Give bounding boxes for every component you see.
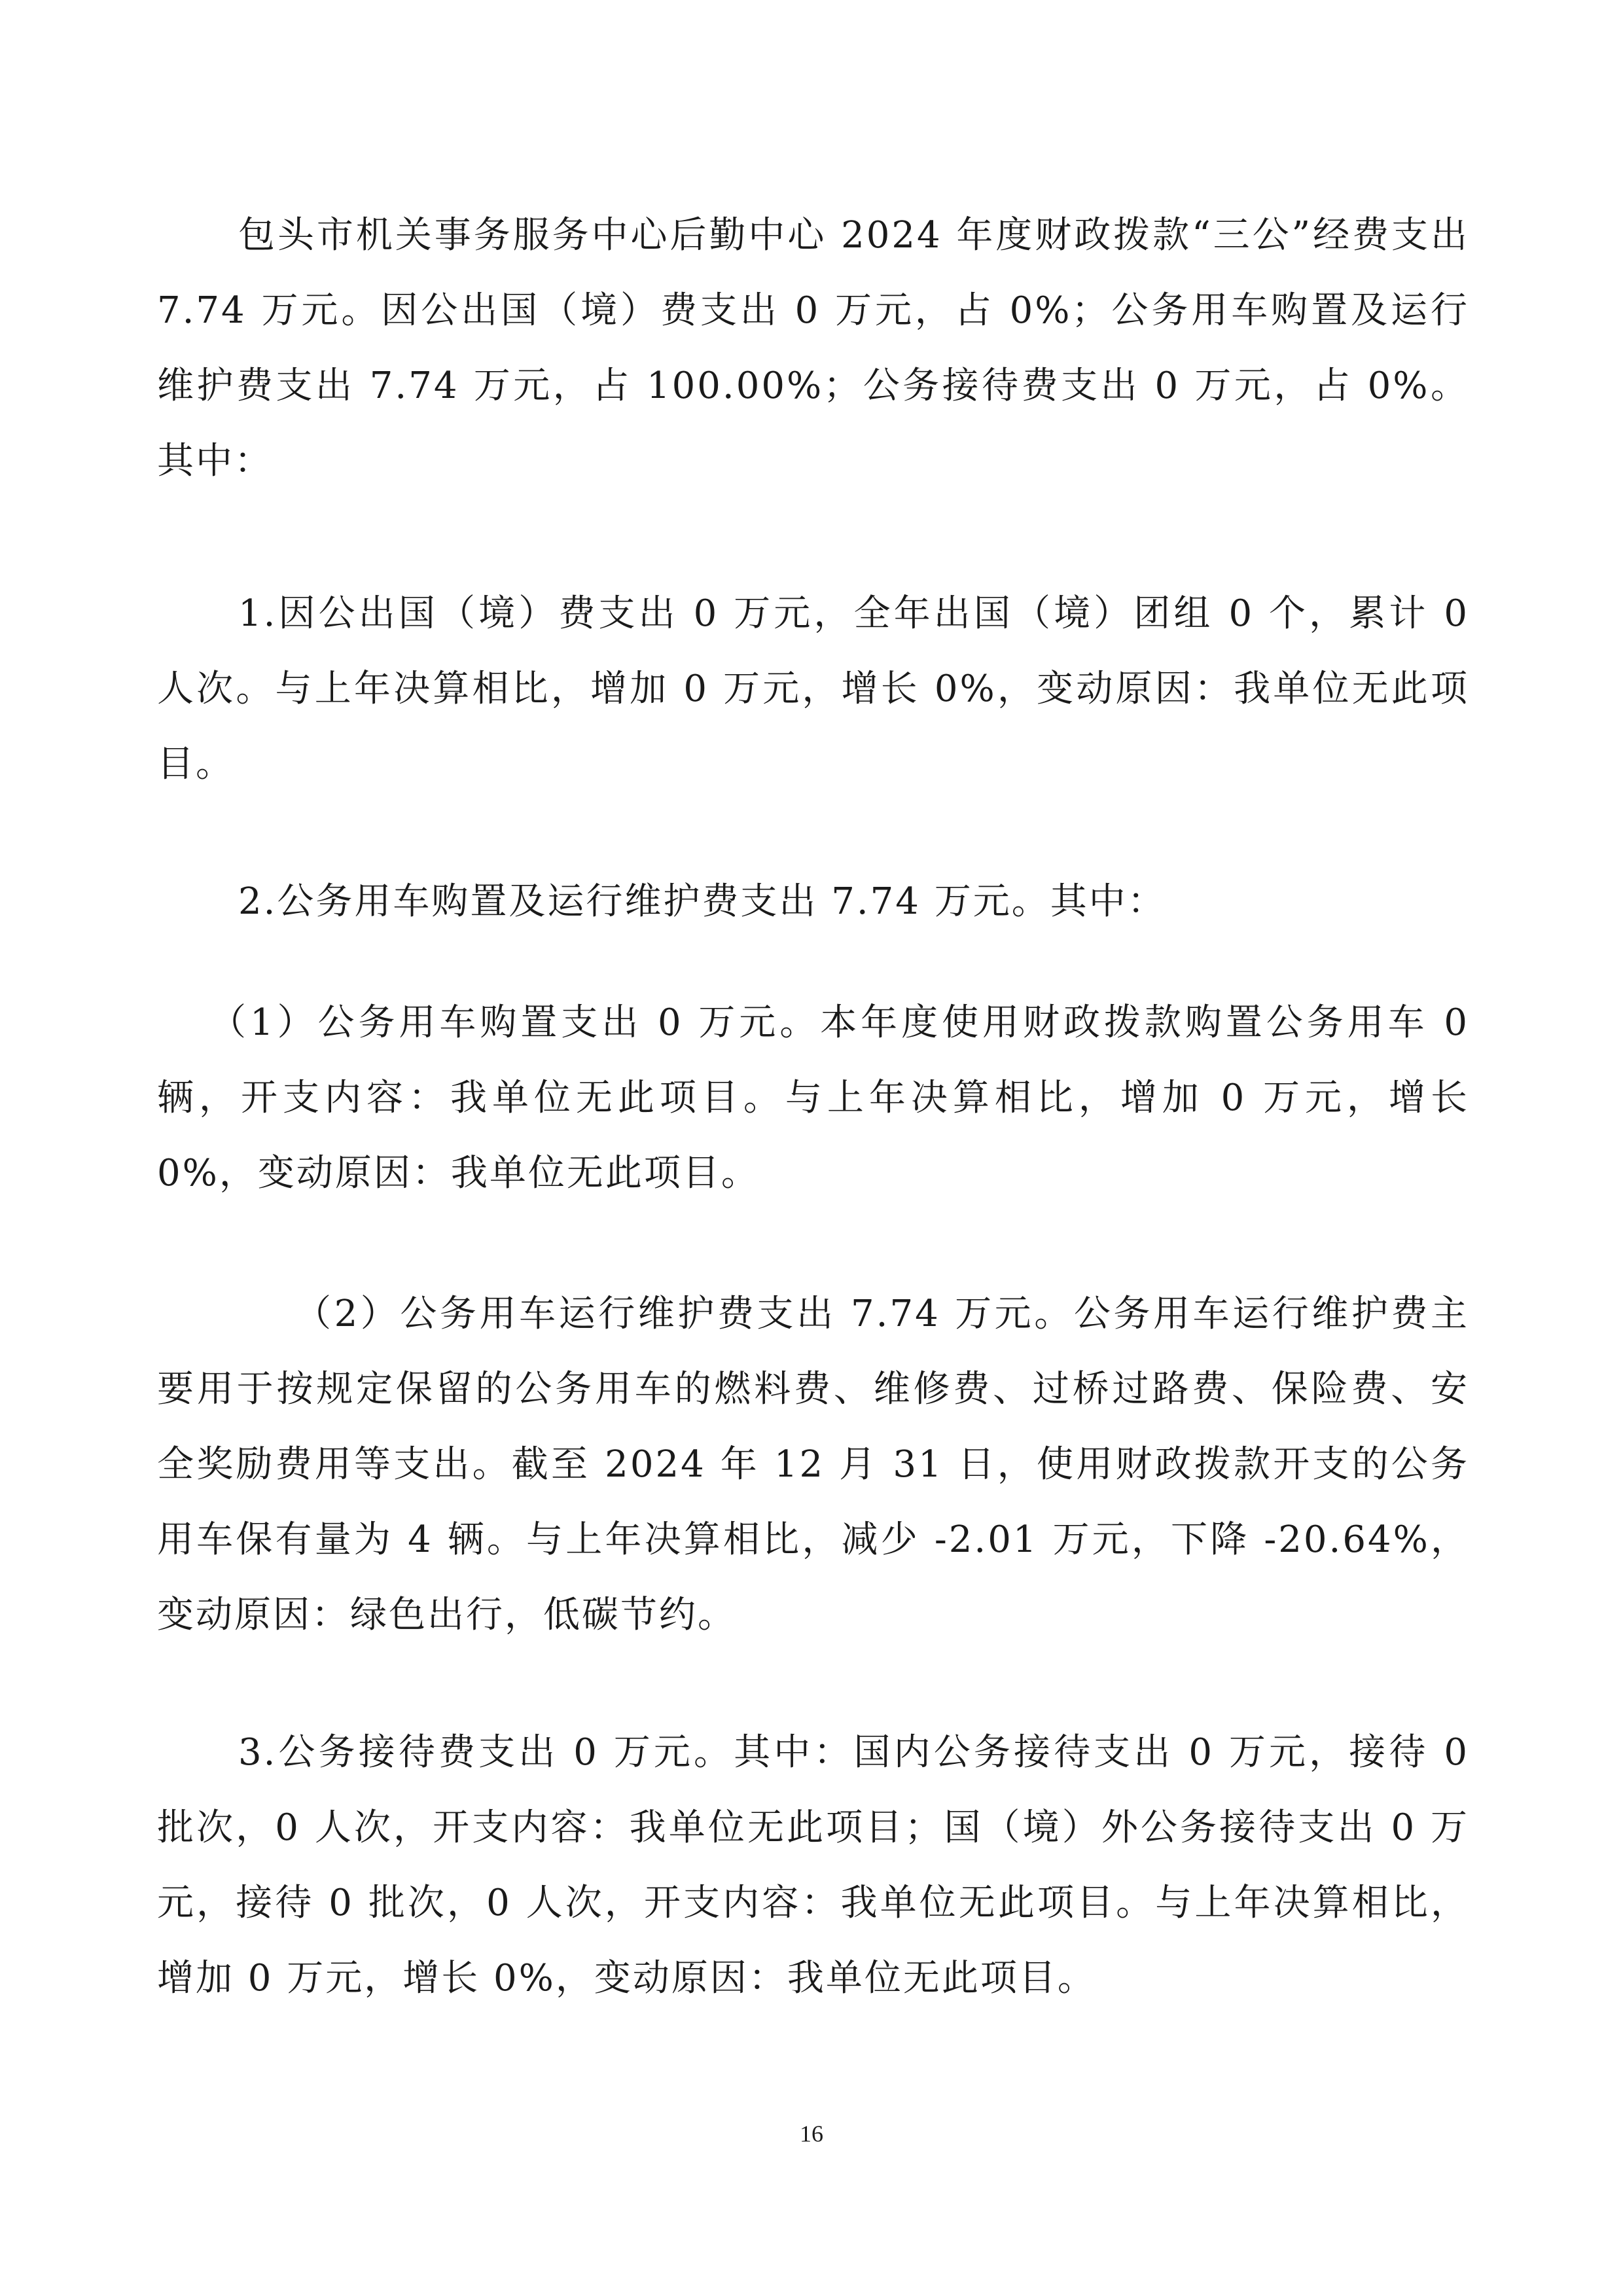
paragraph-overseas-travel: 1.因公出国（境）费支出 0 万元，全年出国（境）团组 0 个，累计 0 人次。与上年决算相比，增加 0 万元，增长 0%，变动原因：我单位无此项目。 (157, 592, 1469, 785)
paragraph-vehicle-purchase: （1）公务用车购置支出 0 万元。本年度使用财政拨款购置公务用车 0 辆，开支内容：我单位无此项目。与上年决算相比，增加 0 万元，增长 0%，变动原因：我单位无此项目。 (157, 1001, 1469, 1194)
paragraph-vehicle-overview: 2.公务用车购置及运行维护费支出 7.74 万元。其中： (238, 880, 1166, 923)
paragraph-vehicle-operation: （2）公务用车运行维护费支出 7.74 万元。公务用车运行维护费主要用于按规定保留的公务用车的燃料费、维修费、过桥过路费、保险费、安全奖励费用等支出。截至 2024 年 12 月 31 日，使用财政拨款开支的公务用车保有量为 4 辆。与上年决算相比，减少 -2.01 万元，下降 -20.64%，变动原因：绿色出行，低碳节约。 (157, 1293, 1469, 1636)
paragraph-official-reception: 3.公务接待费支出 0 万元。其中：国内公务接待支出 0 万元，接待 0 批次，0 人次，开支内容：我单位无此项目；国（境）外公务接待支出 0 万元，接待 0 批次，0 人次，开支内容：我单位无此项目。与上年决算相比，增加 0 万元，增长 0%，变动原因：我单位无此项目。 (157, 1731, 1469, 2000)
paragraph-summary: 包头市机关事务服务中心后勤中心 2024 年度财政拨款“三公”经费支出 7.74 万元。因公出国（境）费支出 0 万元，占 0%；公务用车购置及运行维护费支出 7.74 万元，占 100.00%；公务接待费支出 0 万元，占 0%。其中： (157, 214, 1469, 482)
page-number: 16 (800, 2121, 823, 2147)
